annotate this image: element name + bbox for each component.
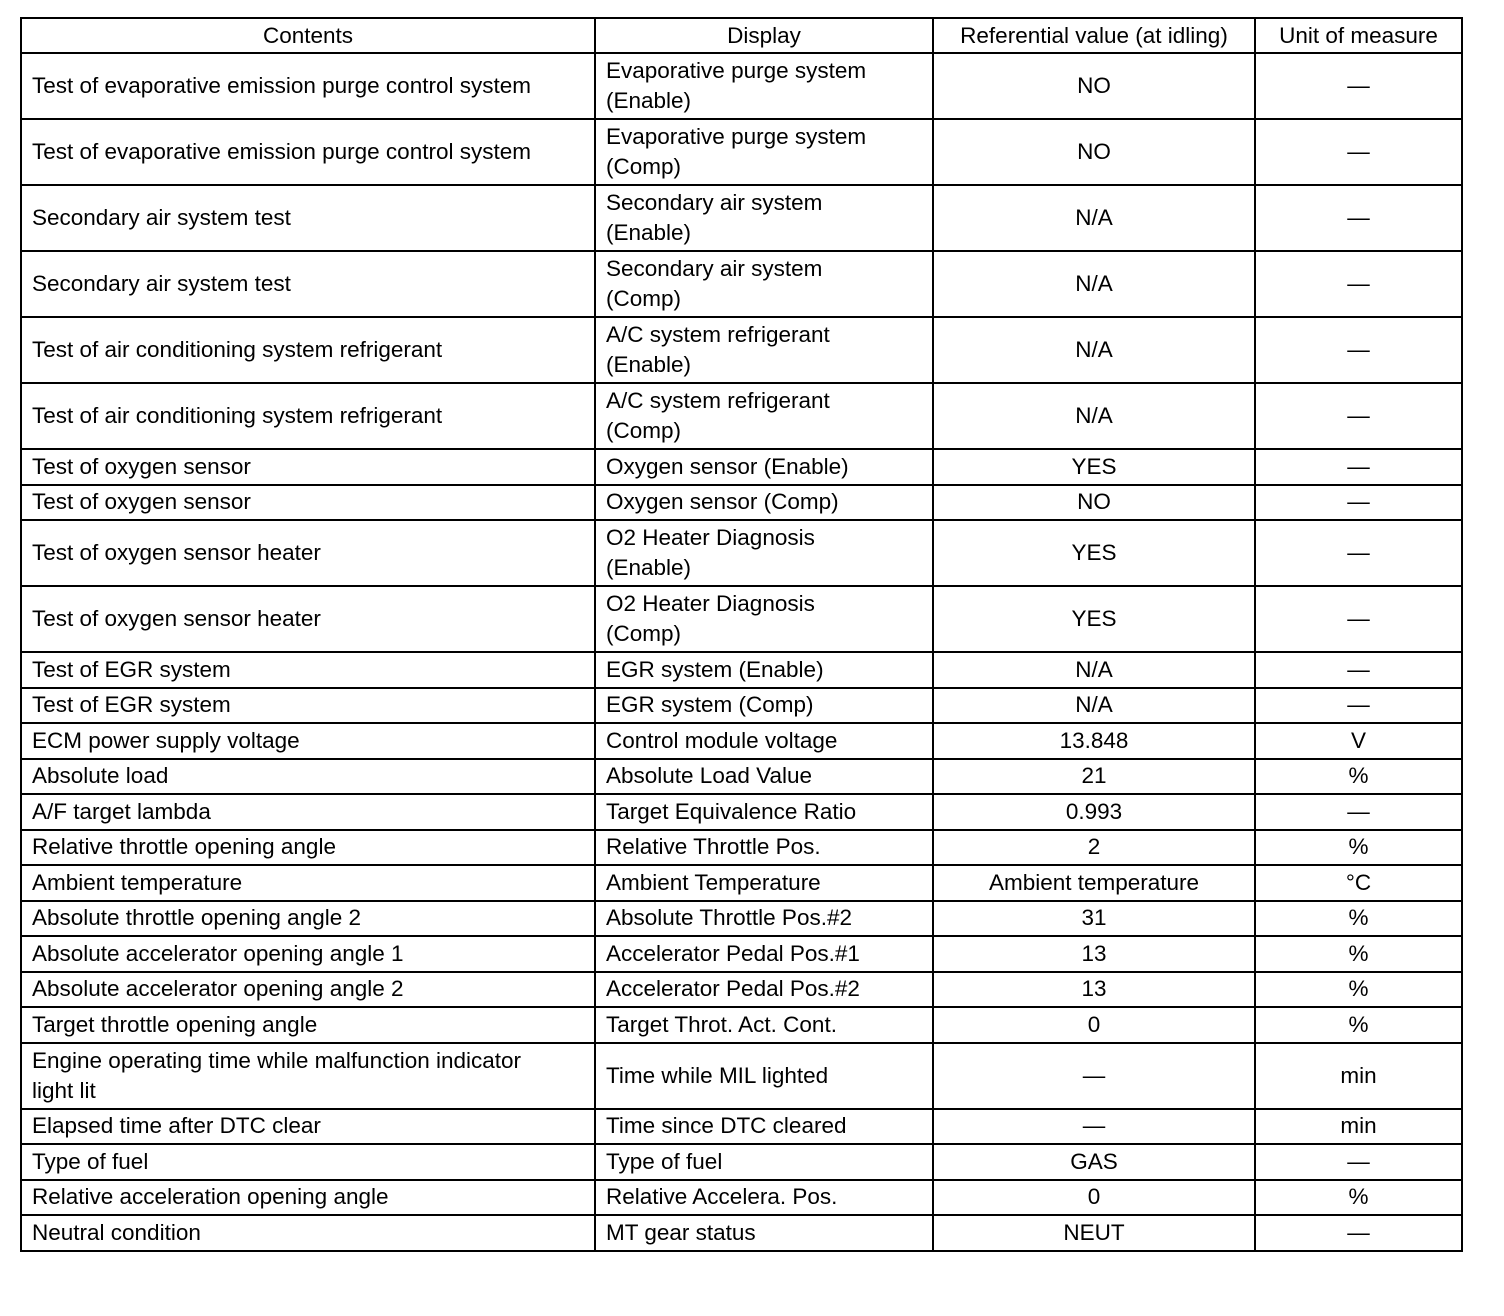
cell-display: Oxygen sensor (Comp) bbox=[595, 485, 933, 521]
cell-display-line1: O2 Heater Diagnosis bbox=[606, 591, 815, 616]
cell-unit: % bbox=[1255, 972, 1462, 1008]
cell-contents: Test of EGR system bbox=[21, 688, 595, 724]
table-row bbox=[21, 1144, 1462, 1180]
table-row bbox=[21, 901, 1462, 937]
cell-contents: Type of fuel bbox=[21, 1144, 595, 1180]
table-row bbox=[21, 317, 1462, 383]
cell-display-line1: Secondary air system bbox=[606, 190, 823, 215]
cell-contents: Test of evaporative emission purge control system bbox=[21, 53, 595, 119]
cell-display: Target Equivalence Ratio bbox=[595, 794, 933, 830]
cell-contents: Test of air conditioning system refrigerant bbox=[21, 383, 595, 449]
table-row bbox=[21, 251, 1462, 317]
cell-referential-value: 2 bbox=[933, 830, 1255, 866]
cell-display bbox=[595, 520, 933, 586]
cell-display-line2: (Enable) bbox=[606, 555, 692, 580]
cell-referential-value: N/A bbox=[933, 251, 1255, 317]
cell-display: Accelerator Pedal Pos.#2 bbox=[595, 972, 933, 1008]
cell-referential-value: 0 bbox=[933, 1180, 1255, 1216]
cell-unit: — bbox=[1255, 383, 1462, 449]
cell-referential-value: N/A bbox=[933, 383, 1255, 449]
cell-display: Absolute Load Value bbox=[595, 759, 933, 795]
cell-referential-value: NO bbox=[933, 119, 1255, 185]
cell-contents bbox=[21, 1043, 595, 1109]
cell-referential-value: Ambient temperature bbox=[933, 865, 1255, 901]
cell-referential-value: N/A bbox=[933, 652, 1255, 688]
cell-display: Control module voltage bbox=[595, 723, 933, 759]
table-row bbox=[21, 652, 1462, 688]
cell-display: EGR system (Comp) bbox=[595, 688, 933, 724]
cell-referential-value: 31 bbox=[933, 901, 1255, 937]
cell-unit: — bbox=[1255, 652, 1462, 688]
cell-unit: % bbox=[1255, 901, 1462, 937]
cell-display: Absolute Throttle Pos.#2 bbox=[595, 901, 933, 937]
cell-contents: Neutral condition bbox=[21, 1215, 595, 1251]
cell-referential-value: YES bbox=[933, 449, 1255, 485]
cell-unit: % bbox=[1255, 1007, 1462, 1043]
cell-unit: — bbox=[1255, 449, 1462, 485]
cell-contents-line1: Engine operating time while malfunction indicator bbox=[32, 1047, 522, 1073]
cell-display: Target Throt. Act. Cont. bbox=[595, 1007, 933, 1043]
cell-display: Time since DTC cleared bbox=[595, 1109, 933, 1145]
table-row bbox=[21, 53, 1462, 119]
cell-display: Accelerator Pedal Pos.#1 bbox=[595, 936, 933, 972]
cell-referential-value: NEUT bbox=[933, 1215, 1255, 1251]
cell-display: MT gear status bbox=[595, 1215, 933, 1251]
cell-unit: °C bbox=[1255, 865, 1462, 901]
cell-contents: Test of air conditioning system refrigerant bbox=[21, 317, 595, 383]
cell-display-line1: A/C system refrigerant bbox=[606, 322, 830, 347]
table-row bbox=[21, 759, 1462, 795]
header-display: Display bbox=[595, 18, 933, 53]
cell-display bbox=[595, 317, 933, 383]
table-row bbox=[21, 1215, 1462, 1251]
header-row bbox=[21, 18, 1462, 53]
table-row bbox=[21, 1180, 1462, 1216]
cell-display-line1: Evaporative purge system bbox=[606, 58, 867, 83]
data-table-container bbox=[20, 17, 1463, 1252]
cell-unit: — bbox=[1255, 251, 1462, 317]
cell-referential-value: 13.848 bbox=[933, 723, 1255, 759]
cell-display: Time while MIL lighted bbox=[595, 1043, 933, 1109]
cell-referential-value: 13 bbox=[933, 972, 1255, 1008]
header-unit: Unit of measure bbox=[1255, 18, 1462, 53]
cell-display: Ambient Temperature bbox=[595, 865, 933, 901]
ecm-data-table bbox=[20, 17, 1463, 1252]
cell-display: Relative Throttle Pos. bbox=[595, 830, 933, 866]
cell-referential-value: N/A bbox=[933, 185, 1255, 251]
table-row bbox=[21, 936, 1462, 972]
cell-contents: Test of oxygen sensor bbox=[21, 485, 595, 521]
table-row bbox=[21, 185, 1462, 251]
cell-unit: — bbox=[1255, 1215, 1462, 1251]
table-row bbox=[21, 794, 1462, 830]
cell-referential-value: 0.993 bbox=[933, 794, 1255, 830]
cell-contents: Relative acceleration opening angle bbox=[21, 1180, 595, 1216]
cell-contents: Test of oxygen sensor heater bbox=[21, 586, 595, 652]
cell-unit: — bbox=[1255, 185, 1462, 251]
table-row bbox=[21, 1109, 1462, 1145]
cell-display-line2: (Comp) bbox=[606, 286, 682, 311]
cell-referential-value: 0 bbox=[933, 1007, 1255, 1043]
cell-unit: — bbox=[1255, 485, 1462, 521]
table-row bbox=[21, 688, 1462, 724]
cell-display bbox=[595, 383, 933, 449]
cell-display: Oxygen sensor (Enable) bbox=[595, 449, 933, 485]
cell-contents: Test of oxygen sensor bbox=[21, 449, 595, 485]
cell-contents: Elapsed time after DTC clear bbox=[21, 1109, 595, 1145]
cell-contents: A/F target lambda bbox=[21, 794, 595, 830]
cell-unit: — bbox=[1255, 688, 1462, 724]
cell-unit: — bbox=[1255, 317, 1462, 383]
cell-unit: % bbox=[1255, 1180, 1462, 1216]
cell-unit: — bbox=[1255, 119, 1462, 185]
cell-contents: Secondary air system test bbox=[21, 185, 595, 251]
cell-unit: — bbox=[1255, 520, 1462, 586]
cell-display bbox=[595, 251, 933, 317]
cell-contents: Test of EGR system bbox=[21, 652, 595, 688]
cell-unit: % bbox=[1255, 936, 1462, 972]
cell-referential-value: GAS bbox=[933, 1144, 1255, 1180]
cell-contents-line2: light lit bbox=[32, 1077, 96, 1103]
header-referential-value: Referential value (at idling) bbox=[933, 18, 1255, 53]
cell-display-line2: (Comp) bbox=[606, 418, 682, 443]
table-row bbox=[21, 520, 1462, 586]
cell-display bbox=[595, 586, 933, 652]
header-contents: Contents bbox=[21, 18, 595, 53]
cell-referential-value: YES bbox=[933, 586, 1255, 652]
cell-display bbox=[595, 53, 933, 119]
cell-contents: Absolute accelerator opening angle 1 bbox=[21, 936, 595, 972]
cell-unit: — bbox=[1255, 1144, 1462, 1180]
cell-contents: Absolute load bbox=[21, 759, 595, 795]
cell-display-line1: Evaporative purge system bbox=[606, 124, 867, 149]
cell-display bbox=[595, 119, 933, 185]
table-row bbox=[21, 865, 1462, 901]
cell-unit: — bbox=[1255, 794, 1462, 830]
cell-referential-value: 13 bbox=[933, 936, 1255, 972]
cell-display: EGR system (Enable) bbox=[595, 652, 933, 688]
cell-contents: Target throttle opening angle bbox=[21, 1007, 595, 1043]
cell-display-line1: O2 Heater Diagnosis bbox=[606, 525, 815, 550]
cell-display: Type of fuel bbox=[595, 1144, 933, 1180]
cell-display-line2: (Enable) bbox=[606, 352, 692, 377]
cell-unit: min bbox=[1255, 1109, 1462, 1145]
table-row bbox=[21, 972, 1462, 1008]
cell-contents: Secondary air system test bbox=[21, 251, 595, 317]
table-row bbox=[21, 449, 1462, 485]
table-row bbox=[21, 383, 1462, 449]
cell-referential-value: NO bbox=[933, 485, 1255, 521]
cell-referential-value: NO bbox=[933, 53, 1255, 119]
cell-unit: — bbox=[1255, 53, 1462, 119]
cell-unit: min bbox=[1255, 1043, 1462, 1109]
cell-contents: Absolute accelerator opening angle 2 bbox=[21, 972, 595, 1008]
cell-display-line1: Secondary air system bbox=[606, 256, 823, 281]
cell-display bbox=[595, 185, 933, 251]
cell-contents: ECM power supply voltage bbox=[21, 723, 595, 759]
cell-contents: Absolute throttle opening angle 2 bbox=[21, 901, 595, 937]
table-row bbox=[21, 586, 1462, 652]
cell-display-line2: (Enable) bbox=[606, 88, 692, 113]
table-row bbox=[21, 119, 1462, 185]
cell-contents: Ambient temperature bbox=[21, 865, 595, 901]
table-row bbox=[21, 1007, 1462, 1043]
cell-contents: Test of oxygen sensor heater bbox=[21, 520, 595, 586]
cell-unit: V bbox=[1255, 723, 1462, 759]
cell-referential-value: — bbox=[933, 1109, 1255, 1145]
cell-referential-value: N/A bbox=[933, 688, 1255, 724]
cell-contents: Relative throttle opening angle bbox=[21, 830, 595, 866]
cell-display-line2: (Comp) bbox=[606, 154, 682, 179]
cell-unit: % bbox=[1255, 830, 1462, 866]
table-row bbox=[21, 830, 1462, 866]
table-row bbox=[21, 485, 1462, 521]
cell-display-line2: (Enable) bbox=[606, 220, 692, 245]
cell-referential-value: — bbox=[933, 1043, 1255, 1109]
cell-referential-value: N/A bbox=[933, 317, 1255, 383]
table-row bbox=[21, 723, 1462, 759]
cell-unit: — bbox=[1255, 586, 1462, 652]
cell-referential-value: 21 bbox=[933, 759, 1255, 795]
cell-display-line1: A/C system refrigerant bbox=[606, 388, 830, 413]
cell-display: Relative Accelera. Pos. bbox=[595, 1180, 933, 1216]
cell-unit: % bbox=[1255, 759, 1462, 795]
cell-display-line2: (Comp) bbox=[606, 621, 682, 646]
cell-referential-value: YES bbox=[933, 520, 1255, 586]
cell-contents: Test of evaporative emission purge control system bbox=[21, 119, 595, 185]
table-row bbox=[21, 1043, 1462, 1109]
